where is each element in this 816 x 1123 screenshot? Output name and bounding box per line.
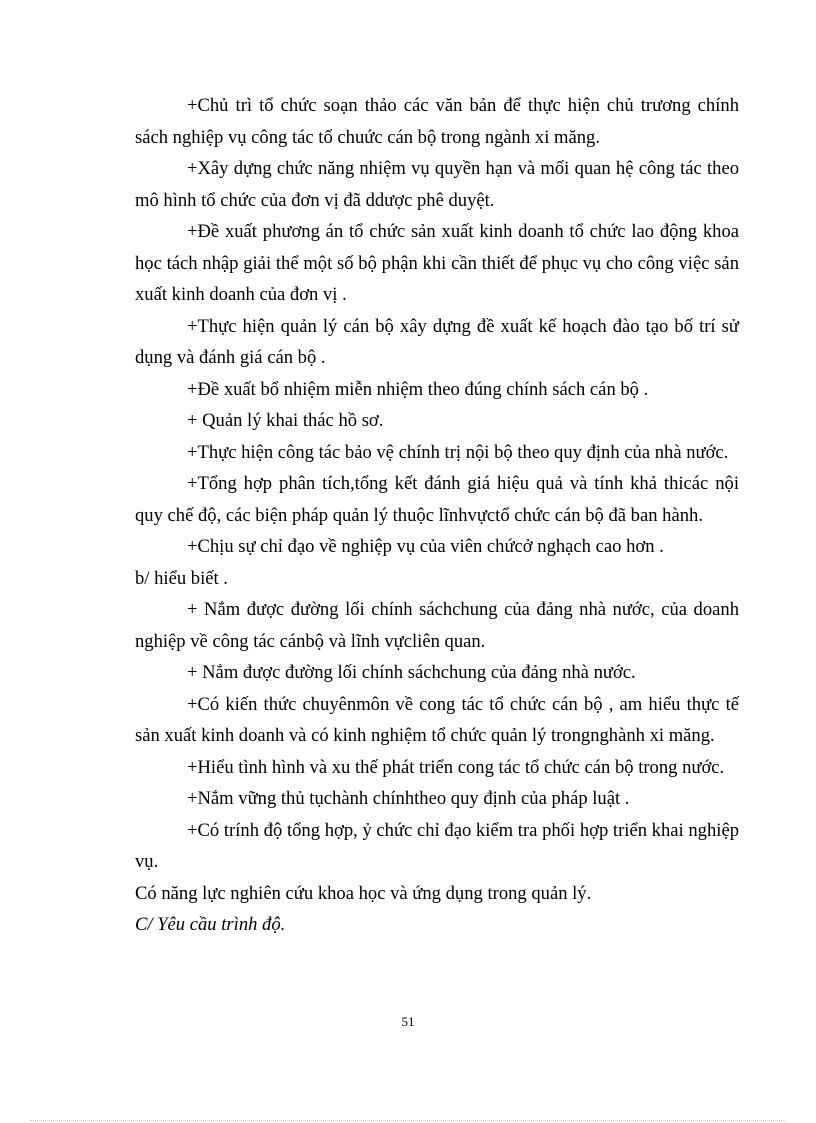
document-body	[135, 90, 739, 941]
paragraph: +Hiểu tình hình và xu thế phát triển cong tác tổ chức cán bộ trong nước.	[187, 756, 725, 778]
paragraph: +Có trính độ tổng hợp, ỷ chức chỉ đạo kiểm tra phối hợp triển khai nghiệp vụ.	[135, 819, 739, 872]
paragraph: b/ hiểu biết .	[135, 567, 228, 589]
paragraph: + Nắm được đường lối chính sáchchung của đảng nhà nước.	[187, 662, 636, 683]
paragraph: +Nắm vững thủ tụchành chínhtheo quy định của pháp luật .	[187, 788, 630, 809]
paragraph: Có năng lực nghiên cứu khoa học và ứng dụng trong quản lý.	[135, 882, 592, 904]
paragraph: + Nắm được đường lối chính sáchchung của đảng nhà nước, của doanh nghiệp về công tác cánbộ và lĩnh vựcliên quan.	[135, 599, 739, 652]
paragraph: +Chịu sự chỉ đạo về nghiệp vụ của viên chứcở nghạch cao hơn .	[187, 536, 664, 557]
paragraph: +Chủ trì tổ chức soạn thảo các văn bản để thực hiện chủ trương chính sách nghiệp vụ công tác tổ chuức cán bộ trong ngành xi măng.	[135, 95, 739, 148]
page-bottom-divider	[30, 1120, 786, 1121]
paragraph: + Quản lý khai thác hồ sơ.	[187, 410, 384, 431]
paragraph: +Thực hiện quản lý cán bộ xây dựng đề xuất kế hoạch đào tạo bố trí sử dụng và đánh giá cán bộ .	[135, 315, 739, 368]
page-number: 51	[401, 1014, 415, 1029]
paragraph: +Thực hiện công tác bảo vệ chính trị nội bộ theo quy định của nhà nước.	[187, 441, 729, 463]
paragraph: +Xây dựng chức năng nhiệm vụ quyền hạn và mối quan hệ công tác theo mô hình tổ chức của đơn vị đã ddược phê duyệt.	[135, 158, 739, 211]
paragraph: +Đề xuất bổ nhiệm miễn nhiệm theo đúng chính sách cán bộ .	[187, 378, 649, 400]
paragraph: C/ Yêu cầu trình độ.	[135, 914, 286, 935]
paragraph: +Có kiến thức chuyênmôn về cong tác tổ chức cán bộ , am hiểu thực tế sản xuất kinh doanh và có kinh nghiệm tổ chức quản lý trongnghành xi măng.	[135, 693, 739, 746]
paragraph: +Tổng hợp phân tích,tổng kết đánh giá hiệu quả và tính khả thicác nội quy chế độ, các biện pháp quản lý thuộc lĩnhvựctổ chức cán bộ đã ban hành.	[135, 473, 739, 526]
paragraph: +Đề xuất phương án tổ chức sản xuất kinh doanh tổ chức lao động khoa học tách nhập giải thể một số bộ phận khi cần thiết để phục vụ cho công việc sản xuất kinh doanh của đơn vị .	[135, 221, 739, 305]
